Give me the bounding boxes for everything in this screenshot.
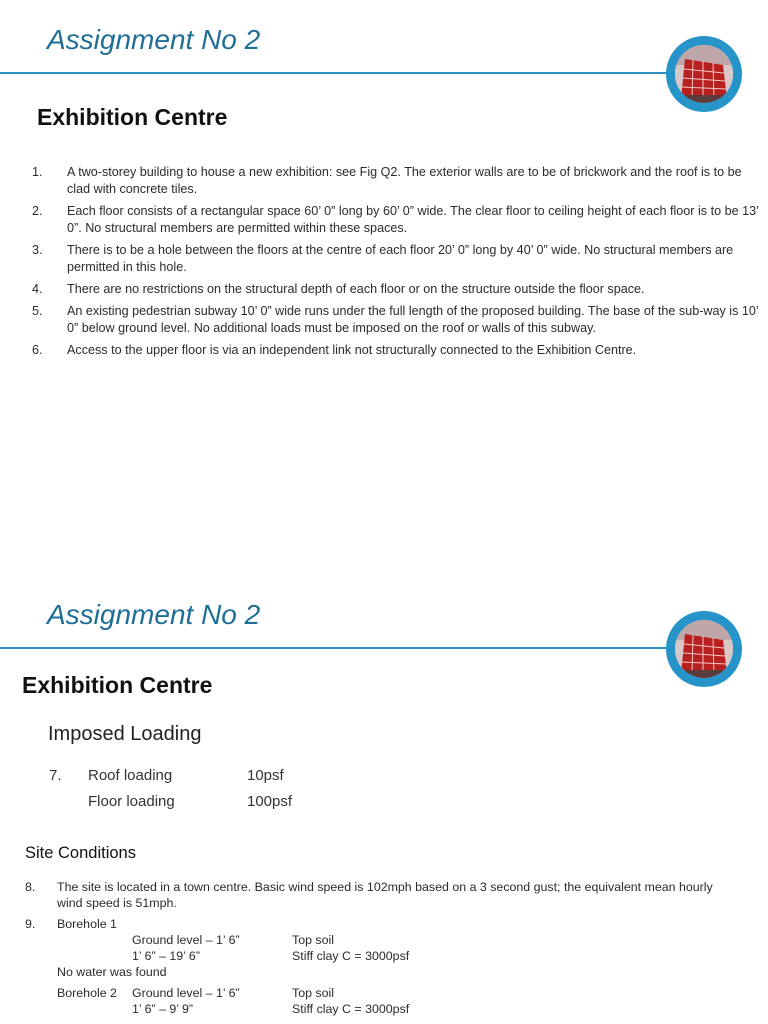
- roof-loading-value: 10psf: [247, 767, 284, 784]
- item-number: 7.: [49, 767, 62, 784]
- list-item: [32, 303, 767, 337]
- assignment-title: Assignment No 2: [47, 24, 261, 55]
- requirements-list: [32, 164, 767, 364]
- item-text: The site is located in a town centre. Basic wind speed is 102mph based on a 3 second gust; the equivalent mean hourly wind speed is 51mph.: [57, 880, 713, 910]
- item-number: 9.: [25, 917, 36, 931]
- item-number: 3.: [32, 243, 43, 257]
- borehole-2-label: Borehole 2: [57, 986, 117, 1000]
- site-conditions-heading: Site Conditions: [25, 844, 136, 862]
- header-rule: [0, 647, 680, 649]
- item-number: 6.: [32, 343, 43, 357]
- item-number: 2.: [32, 204, 43, 218]
- borehole-1-soil-1: Top soil: [292, 933, 335, 947]
- item-text: Each floor consists of a rectangular space 60’ 0” long by 60’ 0” wide. The clear floor to ceiling height of each floor is to be 13’ 0”. No structural members are permitted within these spaces.: [67, 204, 759, 235]
- floor-loading-value: 100psf: [247, 793, 293, 810]
- roof-loading-label: Roof loading: [88, 767, 173, 784]
- item-text: An existing pedestrian subway 10’ 0” wide runs under the full length of the proposed building. The base of the sub-way is 10’ 0” below ground level. No additional loads must be imposed on the roof or walls of this subway.: [67, 304, 759, 335]
- borehole-1-depth-2: 1’ 6” – 19’ 6”: [132, 949, 200, 963]
- slide-2: [0, 575, 768, 1024]
- borehole-2-depth-1: Ground level – 1’ 6”: [132, 986, 240, 1000]
- no-water-note: No water was found: [57, 965, 167, 979]
- item-number: 4.: [32, 282, 43, 296]
- borehole-1-depth-1: Ground level – 1’ 6”: [132, 933, 240, 947]
- borehole-1-soil-2: Stiff clay C = 3000psf: [292, 949, 410, 963]
- item-number: 8.: [25, 880, 36, 894]
- borehole-2-depth-2: 1’ 6” – 9’ 9”: [132, 1002, 194, 1016]
- list-item: [32, 242, 767, 276]
- floor-loading-label: Floor loading: [88, 793, 175, 810]
- borehole-2-soil-2: Stiff clay C = 3000psf: [292, 1002, 410, 1016]
- borehole-1-label: Borehole 1: [57, 917, 117, 931]
- item-text: Access to the upper floor is via an independent link not structurally connected to the Exhibition Centre.: [67, 343, 637, 357]
- assignment-title: Assignment No 2: [47, 599, 261, 630]
- list-item: [32, 203, 767, 237]
- imposed-loading-heading: Imposed Loading: [48, 723, 202, 745]
- item-number: 1.: [32, 165, 43, 179]
- list-item: [32, 342, 767, 359]
- building-photo-logo-icon: [666, 611, 742, 687]
- section-title: Exhibition Centre: [22, 672, 213, 698]
- header-rule: [0, 72, 680, 74]
- item-number: 5.: [32, 304, 43, 318]
- item-text: There are no restrictions on the structural depth of each floor or on the structure outside the floor space.: [67, 282, 645, 296]
- list-item: [32, 281, 767, 298]
- item-text: There is to be a hole between the floors at the centre of each floor 20’ 0” long by 40’ 0” wide. No structural members are permitted in this hole.: [67, 243, 734, 274]
- item-text: A two-storey building to house a new exhibition: see Fig Q2. The exterior walls are to be of brickwork and the roof is to be clad with concrete tiles.: [67, 165, 742, 196]
- building-photo-logo-icon: [666, 36, 742, 112]
- list-item: [32, 164, 767, 198]
- section-title: Exhibition Centre: [37, 104, 228, 130]
- borehole-2-soil-1: Top soil: [292, 986, 335, 1000]
